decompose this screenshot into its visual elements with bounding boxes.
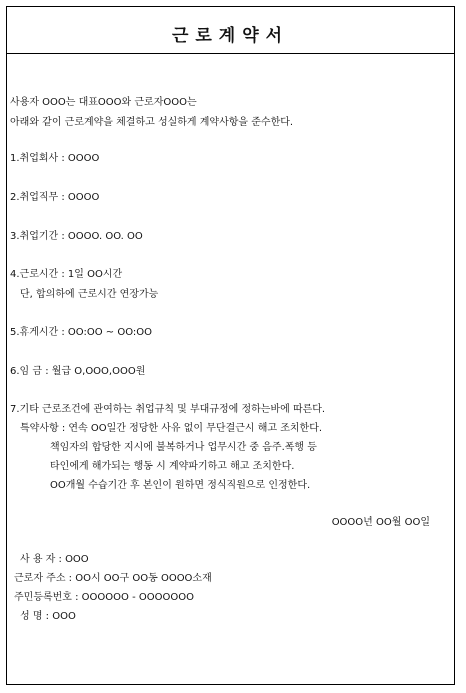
item-period: 3.취업기간 : OOOO. OO. OO [10,231,143,242]
resident-number-line: 주민등록번호 : OOOOOO - OOOOOOO [14,592,194,603]
item-duty: 2.취업직무 : OOOO [10,192,100,203]
item-hours-note: 단, 합의하에 근로시간 연장가능 [20,289,159,300]
item-break: 5.휴게시간 : OO:OO ~ OO:OO [10,327,152,338]
item-special-3: 타인에게 해가되는 행동 시 계약파기하고 해고 조치한다. [50,461,295,472]
worker-address-line: 근로자 주소 : OO시 OO구 OO동 OOOO소재 [14,573,212,584]
intro-line-1: 사용자 OOO는 대표OOO와 근로자OOO는 [10,97,197,108]
item-wage: 6.임 금 : 월급 O,OOO,OOO원 [10,366,146,377]
name-line: 성 명 : OOO [20,611,76,622]
contract-date: OOOO년 OO월 OO일 [331,517,430,528]
intro-line-2: 아래와 같이 근로계약을 체결하고 성실하게 계약사항을 준수한다. [10,117,294,128]
item-special-2: 책임자의 합당한 지시에 불복하거나 업무시간 중 음주.폭행 등 [50,442,317,453]
item-hours: 4.근로시간 : 1일 OO시간 [10,269,123,280]
document-title: 근로계약서 [171,26,290,46]
item-company: 1.취업회사 : OOOO [10,153,100,164]
item-other: 7.기타 근로조건에 관여하는 취업규칙 및 부대규정에 정하는바에 따른다. [10,404,326,415]
item-special: 특약사항 : 연속 OO일간 정당한 사유 없이 무단결근시 해고 조치한다. [20,423,323,434]
title-divider [7,53,454,54]
item-special-4: OO개월 수습기간 후 본인이 원하면 정식직원으로 인정한다. [50,480,311,491]
employer-line: 사 용 자 : OOO [20,554,89,565]
contract-document [6,6,455,685]
